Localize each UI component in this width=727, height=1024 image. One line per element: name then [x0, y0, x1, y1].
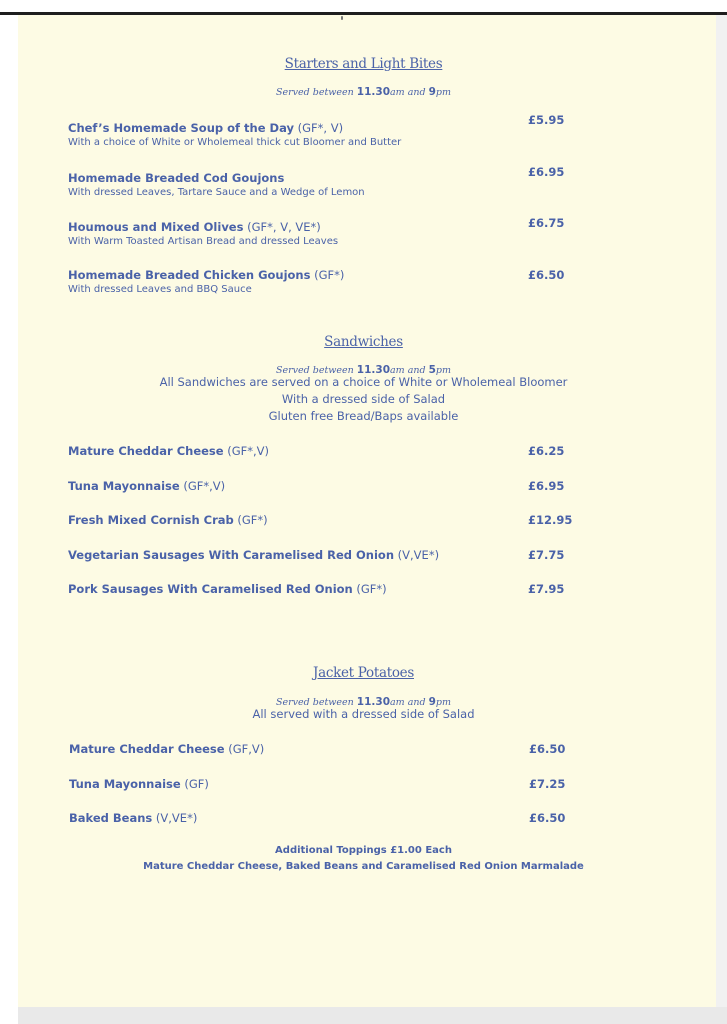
- menu-item: [68, 513, 608, 527]
- sandwiches-note: All Sandwiches are served on a choice of White or Wholemeal Bloomer: [159, 375, 568, 389]
- item-price: £6.50: [529, 811, 566, 825]
- item-name: Homemade Breaded Chicken Goujons: [68, 268, 311, 282]
- item-description: With dressed Leaves, Tartare Sauce and a Wedge of Lemon: [68, 187, 365, 198]
- jacket-served-times: Served between 11.30am and 9pm: [276, 696, 451, 708]
- item-name: Mature Cheddar Cheese: [68, 444, 224, 458]
- item-name: Tuna Mayonnaise: [69, 777, 181, 791]
- menu-item: [68, 582, 608, 596]
- menu-item: [69, 811, 609, 825]
- item-name: Mature Cheddar Cheese: [69, 742, 225, 756]
- item-dietary-tags: (GF*, V): [293, 121, 344, 135]
- item-price: £6.50: [529, 742, 566, 756]
- menu-item: [69, 742, 609, 756]
- item-dietary-tags: (GF*,V): [223, 444, 269, 458]
- scan-bottom-edge: [18, 1007, 727, 1024]
- section-title-starters: Starters and Light Bites: [284, 56, 443, 72]
- item-dietary-tags: (GF,V): [224, 742, 265, 756]
- menu-item: [68, 171, 608, 198]
- item-dietary-tags: (GF*, V, VE*): [243, 220, 321, 234]
- item-dietary-tags: (GF*): [352, 582, 387, 596]
- sandwiches-note: With a dressed side of Salad: [281, 392, 446, 406]
- menu-item: [68, 479, 608, 493]
- menu-item: [68, 220, 608, 247]
- item-price: £5.95: [528, 113, 565, 127]
- sandwiches-served-times: Served between 11.30am and 5pm: [276, 364, 451, 376]
- item-price: £6.50: [528, 268, 565, 282]
- item-price: £6.95: [528, 165, 565, 179]
- item-price: £7.25: [529, 777, 566, 791]
- item-price: £6.95: [528, 479, 565, 493]
- item-dietary-tags: (GF*): [310, 268, 345, 282]
- item-name: Houmous and Mixed Olives: [68, 220, 244, 234]
- item-name: Chef’s Homemade Soup of the Day: [68, 121, 294, 135]
- item-name: Baked Beans: [69, 811, 153, 825]
- additional-toppings-heading: Additional Toppings £1.00 Each: [275, 845, 452, 856]
- scan-speck: [341, 16, 343, 20]
- item-name: Tuna Mayonnaise: [68, 479, 180, 493]
- item-name: Vegetarian Sausages With Caramelised Red Onion: [68, 548, 395, 562]
- item-dietary-tags: (GF*): [233, 513, 268, 527]
- additional-toppings-list: Mature Cheddar Cheese, Baked Beans and Caramelised Red Onion Marmalade: [143, 861, 584, 872]
- section-title-sandwiches: Sandwiches: [324, 334, 403, 350]
- item-description: With dressed Leaves and BBQ Sauce: [68, 284, 252, 295]
- item-name: Pork Sausages With Caramelised Red Onion: [68, 582, 353, 596]
- item-price: £7.95: [528, 582, 565, 596]
- item-price: £12.95: [528, 513, 573, 527]
- item-description: With a choice of White or Wholemeal thick cut Bloomer and Butter: [68, 137, 402, 148]
- item-price: £6.75: [528, 216, 565, 230]
- item-name: Fresh Mixed Cornish Crab: [68, 513, 234, 527]
- item-description: With Warm Toasted Artisan Bread and dressed Leaves: [68, 236, 339, 247]
- menu-item: [68, 444, 608, 458]
- item-dietary-tags: (V,VE*): [152, 811, 198, 825]
- menu-item: [68, 268, 608, 295]
- section-title-jacket-potatoes: Jacket Potatoes: [312, 665, 414, 681]
- menu-item: [68, 548, 608, 562]
- starters-served-times: Served between 11.30am and 9pm: [276, 86, 451, 98]
- item-price: £6.25: [528, 444, 565, 458]
- item-name: Homemade Breaded Cod Goujons: [68, 171, 285, 185]
- menu-item: [69, 777, 609, 791]
- menu-item: [68, 121, 608, 148]
- sandwiches-note: Gluten free Bread/Baps available: [268, 409, 459, 423]
- item-dietary-tags: (GF): [180, 777, 209, 791]
- item-dietary-tags: (GF*,V): [179, 479, 226, 493]
- jacket-note: All served with a dressed side of Salad: [252, 707, 475, 721]
- item-price: £7.75: [528, 548, 565, 562]
- item-dietary-tags: (V,VE*): [394, 548, 440, 562]
